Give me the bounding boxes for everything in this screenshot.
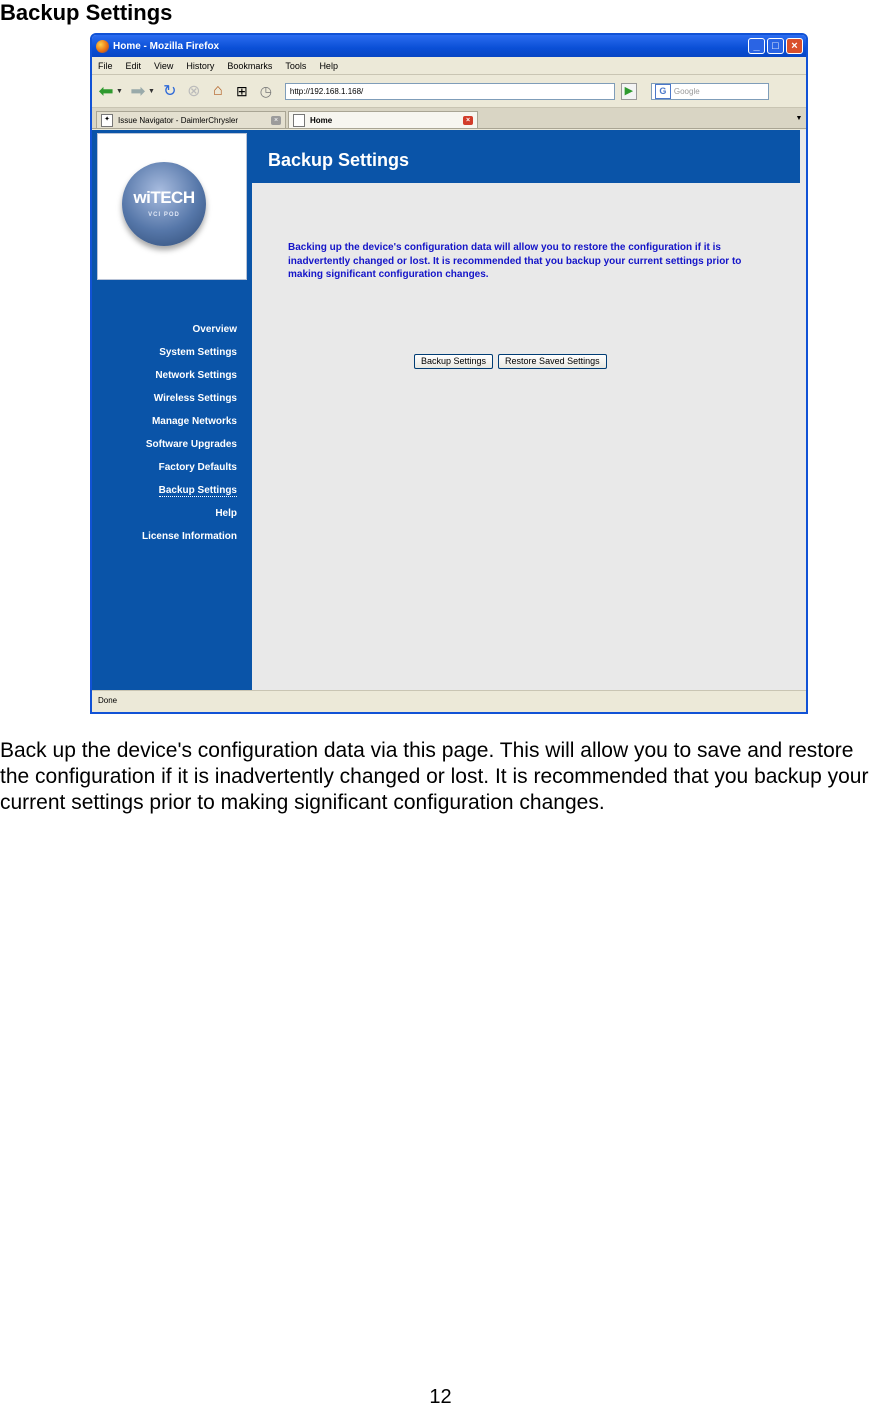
nav-license-information[interactable]: License Information xyxy=(141,531,237,542)
forward-arrow-icon[interactable]: ➡ xyxy=(130,80,146,101)
tab-list-dropdown-icon[interactable]: ▼ xyxy=(795,115,803,122)
side-navigation xyxy=(142,318,237,548)
menu-bar xyxy=(92,57,806,75)
history-clock-icon[interactable]: ◷ xyxy=(259,82,272,99)
menu-history[interactable]: History xyxy=(186,60,215,71)
backup-settings-button[interactable]: Backup Settings xyxy=(414,354,493,369)
google-icon[interactable]: G xyxy=(655,84,671,99)
menu-help[interactable]: Help xyxy=(319,60,338,71)
new-bookmark-icon[interactable]: ⊞ xyxy=(236,82,248,99)
tab-issue-navigator[interactable] xyxy=(96,111,286,128)
page-title: Backup Settings xyxy=(252,130,800,183)
menu-view[interactable]: View xyxy=(154,60,174,71)
restore-saved-settings-button[interactable]: Restore Saved Settings xyxy=(498,354,607,369)
page-favicon-icon xyxy=(293,114,305,127)
status-text: Done xyxy=(98,696,118,705)
stop-icon[interactable]: ⊗ xyxy=(187,83,201,100)
maximize-icon[interactable]: □ xyxy=(767,38,784,54)
reload-icon[interactable]: ↻ xyxy=(163,83,177,100)
home-icon[interactable]: ⌂ xyxy=(213,82,223,99)
tab-label: Issue Navigator - DaimlerChrysler xyxy=(118,115,239,125)
back-arrow-icon[interactable]: ⬅ xyxy=(98,80,114,101)
nav-wireless-settings[interactable]: Wireless Settings xyxy=(153,393,237,404)
tab-bar xyxy=(92,108,806,129)
document-body-text: Back up the device's configuration data via this page. This will allow you to save and restore the configuration if it is inadvertently changed or lost. It is recommended that you backup your current settings prior to making significant configuration changes. xyxy=(0,739,869,814)
nav-backup-settings[interactable] xyxy=(142,479,237,502)
search-placeholder: Google xyxy=(673,86,700,96)
backup-description: Backing up the device's configuration data will allow you to restore the configuration if it is inadvertently changed or lost. It is recommended that you backup your current settings prior to making significant configuration changes. xyxy=(288,242,742,280)
logo-brand-text: wiTECH xyxy=(133,188,195,207)
tab-close-icon[interactable]: × xyxy=(271,116,281,125)
tab-home[interactable] xyxy=(288,111,478,128)
nav-network-settings[interactable]: Network Settings xyxy=(155,370,237,381)
logo-box xyxy=(97,133,247,280)
status-bar xyxy=(92,690,806,712)
nav-software-upgrades[interactable]: Software Upgrades xyxy=(145,439,237,450)
firefox-icon xyxy=(96,40,109,53)
close-icon[interactable]: × xyxy=(786,38,803,54)
go-arrow-icon[interactable]: ▶ xyxy=(621,83,637,100)
nav-system-settings[interactable]: System Settings xyxy=(159,347,237,358)
witech-logo xyxy=(122,162,206,246)
nav-backup-settings-label: Backup Settings xyxy=(158,485,237,496)
nav-factory-defaults[interactable]: Factory Defaults xyxy=(158,462,237,473)
tab-label: Home xyxy=(310,115,333,125)
navigation-toolbar xyxy=(92,75,806,108)
window-titlebar xyxy=(92,35,806,57)
window-title: Home - Mozilla Firefox xyxy=(113,40,220,52)
menu-edit[interactable]: Edit xyxy=(125,60,142,71)
menu-file[interactable]: File xyxy=(98,60,113,71)
sidebar xyxy=(92,130,252,690)
page-content xyxy=(92,130,806,690)
minimize-icon[interactable]: _ xyxy=(748,38,765,54)
issue-navigator-favicon-icon: ✦ xyxy=(101,114,113,127)
menu-tools[interactable]: Tools xyxy=(285,60,307,71)
nav-manage-networks[interactable]: Manage Networks xyxy=(151,416,237,427)
browser-window-screenshot xyxy=(90,33,808,714)
button-row xyxy=(414,354,607,369)
document-heading: Backup Settings xyxy=(0,0,173,25)
url-field[interactable] xyxy=(285,83,615,100)
main-panel xyxy=(252,130,800,690)
tab-close-icon[interactable]: × xyxy=(463,116,473,125)
menu-bookmarks[interactable]: Bookmarks xyxy=(227,60,273,71)
back-dropdown-icon[interactable]: ▼ xyxy=(116,87,123,95)
nav-help[interactable]: Help xyxy=(215,508,237,519)
nav-overview[interactable]: Overview xyxy=(192,324,237,335)
forward-dropdown-icon[interactable]: ▼ xyxy=(147,87,155,95)
logo-sub-text: VCI POD xyxy=(148,212,180,218)
url-text: http://192.168.1.168/ xyxy=(289,86,364,96)
page-number: 12 xyxy=(429,1386,452,1408)
scrollbar[interactable] xyxy=(800,130,806,690)
search-field[interactable] xyxy=(651,83,769,100)
